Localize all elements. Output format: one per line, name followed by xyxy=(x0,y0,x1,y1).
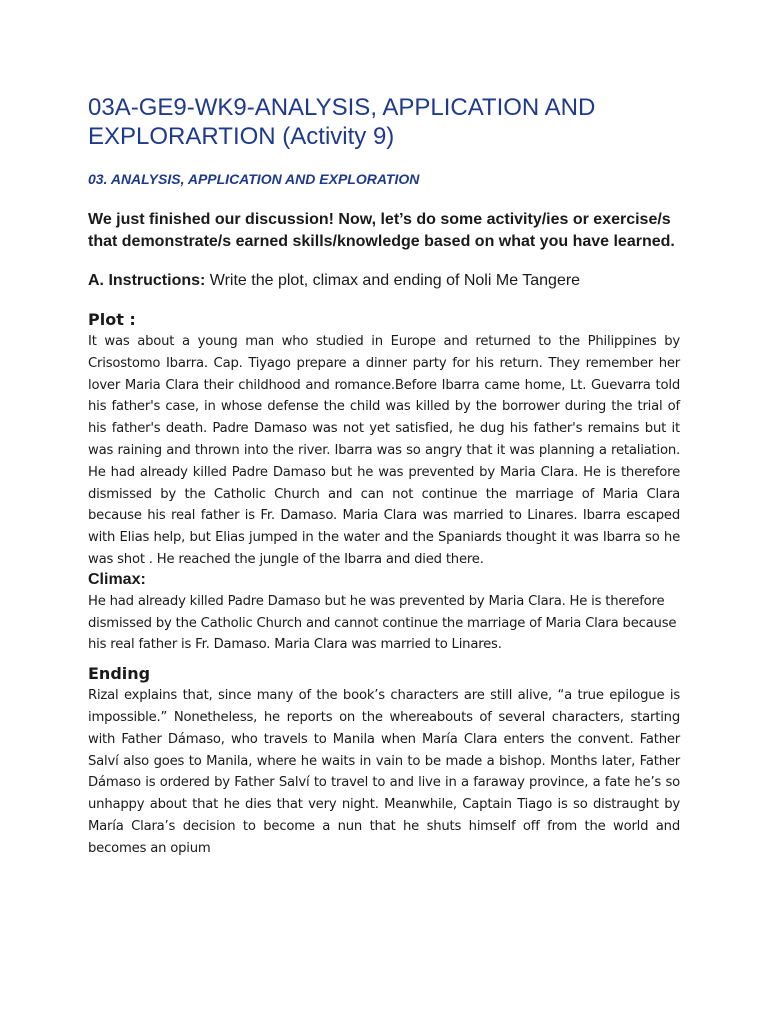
climax-paragraph: He had already killed Padre Damaso but he was prevented by Maria Clara. He is therefore dismissed by the Catholic Church and cannot continue the marriage of Maria Clara because his real father is Fr. Damaso. Maria Clara was married to Linares. xyxy=(88,593,677,653)
plot-paragraph: It was about a young man who studied in Europe and returned to the Philippines by Crisostomo Ibarra. Cap. Tiyago prepare a dinner party for his return. They remember her lover Maria Clara their childhood and romance.Before Ibarra came home, Lt. Guevarra told his father's case, in whose defense the child was killed by the borrower during the trial of his father's death. Padre Damaso was not yet satisfied, he dug his father's remains but it was raining and thrown into the river. Ibarra was so angry that it was planning a retaliation. He had already killed Padre Damaso but he was prevented by Maria Clara. He is therefore dismissed by the Catholic Church and can not continue the marriage of Maria Clara because his real father is Fr. Damaso. Maria Clara was married to Linares. Ibarra escaped with Elias help, but Elias jumped in the water and the Spaniards thought it was Ibarra so he was shot . He reached the jungle of the Ibarra and died there. xyxy=(88,334,680,567)
page-title: 03A-GE9-WK9-ANALYSIS, APPLICATION AND EXPLORARTION (Activity 9) xyxy=(88,94,596,150)
instructions-label: A. Instructions: xyxy=(88,272,206,289)
section-subtitle: 03. ANALYSIS, APPLICATION AND EXPLORATION xyxy=(88,171,420,187)
ending-paragraph: Rizal explains that, since many of the book’s characters are still alive, “a true epilogue is impossible.” Nonetheless, he reports on the whereabouts of several characters, starting with Father Dámaso, who travels to Manila when María Clara enters the convent. Father Salví also goes to Manila, where he waits in vain to be made a bishop. Months later, Father Dámaso is ordered by Father Salví to travel to and live in a faraway province, a fate he’s so unhappy about that he dies that very night. Meanwhile, Captain Tiago is so distraught by María Clara’s decision to become a nun that he shuts himself off from the world and becomes an opium xyxy=(88,688,680,856)
intro-paragraph: We just finished our discussion! Now, let’s do some activity/ies or exercise/s that demonstrate/s earned skills/knowledge based on what you have learned. xyxy=(88,211,675,250)
plot-heading: Plot : xyxy=(88,310,136,329)
climax-heading: Climax: xyxy=(88,570,146,588)
instructions-text: Write the plot, climax and ending of Noli Me Tangere xyxy=(205,272,581,289)
ending-heading: Ending xyxy=(88,664,151,684)
instructions-line xyxy=(88,272,680,290)
